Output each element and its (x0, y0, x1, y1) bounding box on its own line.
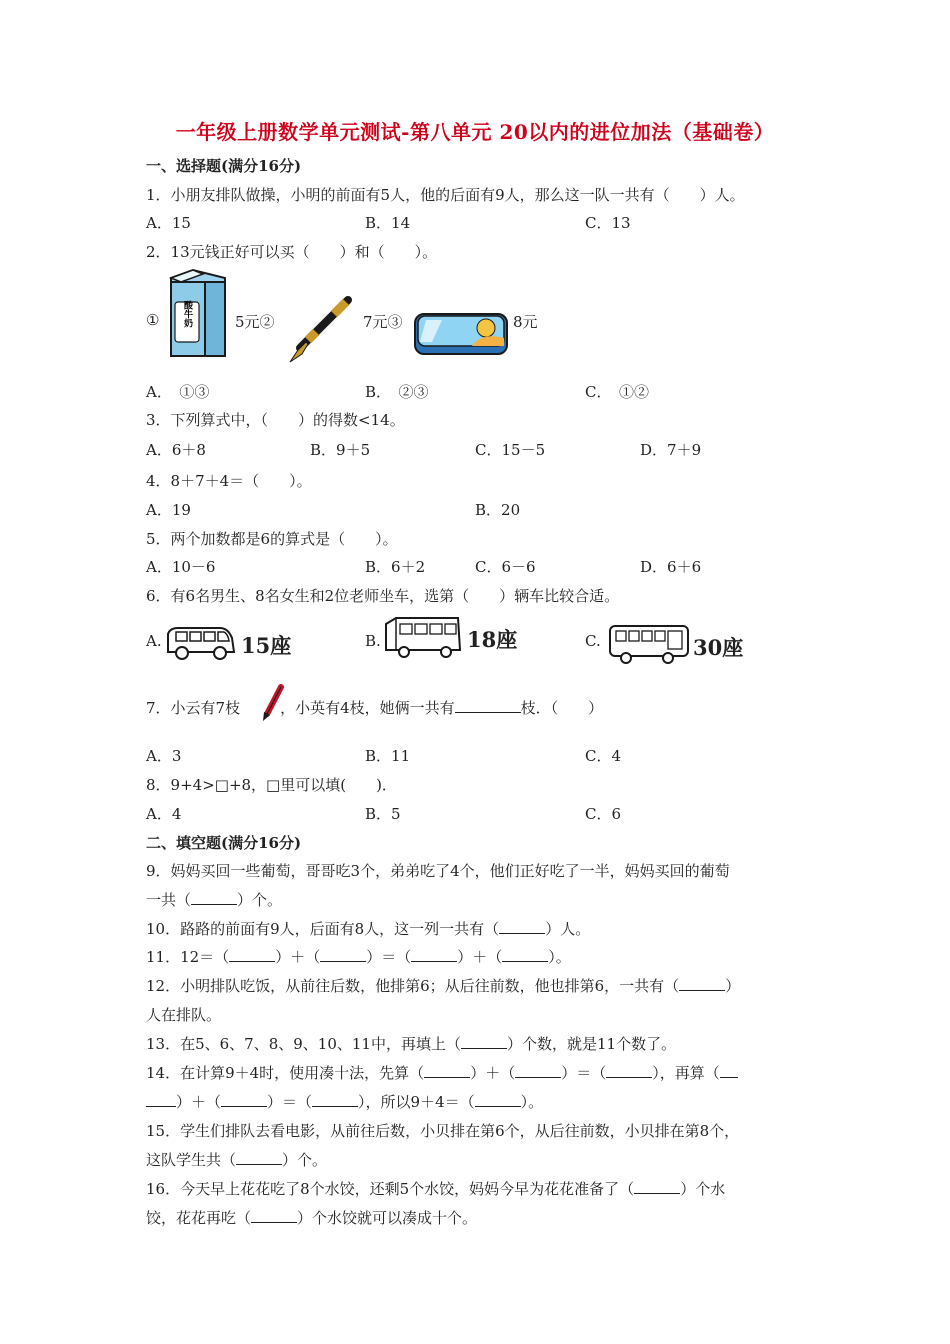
q14-blank-4a[interactable] (720, 1064, 738, 1078)
q8-option-b[interactable]: B．5 (365, 805, 401, 823)
q1-option-b[interactable]: B．14 (365, 214, 411, 232)
question-15-line-1: 15．学生们排队去看电影，从前往后数，小贝排在第6个，从后往前数，小贝排在第8个， (146, 1122, 740, 1140)
q14-blank-5[interactable] (221, 1093, 267, 1107)
q14-text-7: ），所以9＋4＝（ (358, 1093, 475, 1111)
pencil-icon (259, 684, 285, 722)
q11-text-1: 11．12＝（ (146, 948, 230, 966)
q16-text-pre-1: 16．今天早上花花吃了8个水饺，还剩5个水饺，妈妈今早为花花准备了（ (146, 1180, 635, 1198)
q14-blank-6[interactable] (312, 1093, 358, 1107)
fountain-pen-icon (286, 292, 358, 364)
q6-option-c[interactable]: C. (585, 632, 601, 650)
question-14-line-2 (146, 1091, 543, 1112)
q14-blank-3[interactable] (606, 1064, 652, 1078)
q3-option-d[interactable]: D．7＋9 (640, 441, 702, 459)
q14-text-1: 14．在计算9＋4时，使用凑十法，先算（ (146, 1064, 425, 1082)
q6-option-a[interactable]: A. (146, 632, 162, 650)
question-12-line-1 (146, 975, 740, 996)
q16-text-post-1: ）个水 (680, 1180, 726, 1198)
q2-item-2-price: 7元③ (363, 313, 403, 331)
q10-text-post: ）人。 (545, 920, 591, 938)
question-7 (146, 697, 603, 718)
q13-answer-blank[interactable] (461, 1035, 507, 1049)
q7-option-c[interactable]: C．4 (585, 747, 622, 765)
q13-text-post: ）个数，就是11个数了。 (506, 1035, 677, 1053)
q3-option-b[interactable]: B．9＋5 (310, 441, 371, 459)
question-2: 2．13元钱正好可以买（ ）和（ ）。 (146, 243, 438, 261)
q2-item-1-label: ① (146, 311, 160, 329)
q11-blank-3[interactable] (411, 948, 457, 962)
question-8: 8．9+4>□+8，□里可以填( )． (146, 776, 397, 794)
question-3: 3．下列算式中，（ ）的得数<14。 (146, 411, 405, 429)
question-10 (146, 918, 590, 939)
question-6: 6．有6名男生、8名女生和2位老师坐车，选第（ ）辆车比较合适。 (146, 587, 620, 605)
q14-text-6: ）＝（ (267, 1093, 313, 1111)
q3-option-a[interactable]: A．6＋8 (146, 441, 206, 459)
question-11 (146, 946, 571, 967)
q7-text-post: ，小英有4枝，她俩一共有 (280, 699, 455, 717)
q16-text-post-2: ）个水饺就可以凑成十个。 (297, 1209, 478, 1227)
van-icon (164, 624, 238, 662)
q11-text-4: ）＋（ (457, 948, 503, 966)
question-9-line-2 (146, 889, 282, 910)
question-16-line-2 (146, 1207, 477, 1228)
q2-item-3-price: 8元 (513, 313, 538, 331)
q12-text-post: ） (725, 977, 741, 995)
bus-icon (606, 622, 692, 666)
q9-text-pre: 一共（ (146, 891, 192, 909)
q9-answer-blank[interactable] (191, 891, 237, 905)
q16-blank-1[interactable] (634, 1180, 680, 1194)
q11-blank-1[interactable] (229, 948, 275, 962)
question-5: 5．两个加数都是6的算式是（ ）。 (146, 530, 398, 548)
q14-text-3: ）＝（ (561, 1064, 607, 1082)
q11-blank-4[interactable] (502, 948, 548, 962)
question-9-line-1: 9．妈妈买回一些葡萄，哥哥吃3个，弟弟吃了4个，他们正好吃了一半，妈妈买回的葡萄 (146, 862, 730, 880)
q12-text-pre: 12．小明排队吃饭，从前往后数，他排第6；从后往前数，他也排第6，一共有（ (146, 977, 680, 995)
question-14-line-1 (146, 1062, 738, 1083)
q6-option-b[interactable]: B. (365, 632, 381, 650)
q16-text-pre-2: 饺，花花再吃（ (146, 1209, 252, 1227)
q14-text-4: ），再算（ (652, 1064, 720, 1082)
q11-text-5: ）。 (548, 948, 571, 966)
q5-option-a[interactable]: A．10－6 (146, 558, 216, 576)
question-1: 1．小朋友排队做操，小明的前面有5人，他的后面有9人，那么这一队一共有（ ）人。 (146, 186, 745, 204)
q14-text-2: ）＋（ (470, 1064, 516, 1082)
q2-option-c[interactable]: C． ①② (585, 383, 649, 401)
question-15-line-2 (146, 1149, 327, 1170)
q7-text-pre: 7．小云有7枝 (146, 699, 241, 717)
q7-answer-blank[interactable] (455, 698, 521, 713)
q2-option-b[interactable]: B． ②③ (365, 383, 429, 401)
q15-answer-blank[interactable] (236, 1151, 282, 1165)
q9-text-post: ）个。 (237, 891, 283, 909)
q5-option-c[interactable]: C．6－6 (475, 558, 536, 576)
q16-blank-2[interactable] (251, 1209, 297, 1223)
q5-option-b[interactable]: B．6＋2 (365, 558, 426, 576)
q10-answer-blank[interactable] (499, 920, 545, 934)
page-title: 一年级上册数学单元测试-第八单元 20以内的进位加法（基础卷） (175, 120, 775, 144)
q11-text-2: ）＋（ (275, 948, 321, 966)
q5-option-d[interactable]: D．6＋6 (640, 558, 702, 576)
question-16-line-1 (146, 1178, 725, 1199)
question-13 (146, 1033, 676, 1054)
pencil-case-icon (412, 308, 510, 358)
q1-option-a[interactable]: A．15 (146, 214, 191, 232)
q7-option-b[interactable]: B．11 (365, 747, 411, 765)
q8-option-a[interactable]: A．4 (146, 805, 182, 823)
q14-blank-7[interactable] (475, 1093, 521, 1107)
section-fill-heading: 二、填空题(满分16分) (146, 834, 302, 852)
q15-text-pre: 这队学生共（ (146, 1151, 237, 1169)
q8-option-c[interactable]: C．6 (585, 805, 622, 823)
q4-option-a[interactable]: A．19 (146, 501, 191, 519)
q2-item-1-price: 5元② (235, 313, 275, 331)
q2-option-a[interactable]: A． ①③ (146, 383, 210, 401)
q6-option-c-seats: 30座 (693, 635, 744, 660)
q14-blank-2[interactable] (515, 1064, 561, 1078)
question-4: 4．8＋7＋4＝（ ）。 (146, 472, 312, 490)
q6-option-a-seats: 15座 (241, 633, 292, 658)
q14-blank-1[interactable] (424, 1064, 470, 1078)
q6-option-b-seats: 18座 (467, 627, 518, 652)
q14-blank-4b[interactable] (146, 1093, 176, 1107)
q15-text-post: ）个。 (282, 1151, 328, 1169)
milk-carton-label: 酸牛奶 (182, 300, 192, 328)
q10-text-pre: 10．路路的前面有9人，后面有8人，这一列一共有（ (146, 920, 500, 938)
minibus-icon (380, 614, 464, 660)
q12-answer-blank[interactable] (679, 977, 725, 991)
q3-option-c[interactable]: C．15－5 (475, 441, 546, 459)
q4-option-b[interactable]: B．20 (475, 501, 521, 519)
q7-option-a[interactable]: A．3 (146, 747, 182, 765)
q14-text-8: ）。 (520, 1093, 544, 1111)
q7-text-end: 枝．（ ） (520, 699, 604, 717)
q11-text-3: ）＝（ (366, 948, 412, 966)
q1-option-c[interactable]: C．13 (585, 214, 631, 232)
section-choice-heading: 一、选择题(满分16分) (146, 157, 302, 175)
question-12-line-2: 人在排队。 (146, 1006, 222, 1024)
q11-blank-2[interactable] (320, 948, 366, 962)
q13-text-pre: 13．在5、6、7、8、9、10、11中，再填上（ (146, 1035, 461, 1053)
q14-text-5: ）＋（ (176, 1093, 222, 1111)
milk-carton-icon (163, 268, 233, 360)
